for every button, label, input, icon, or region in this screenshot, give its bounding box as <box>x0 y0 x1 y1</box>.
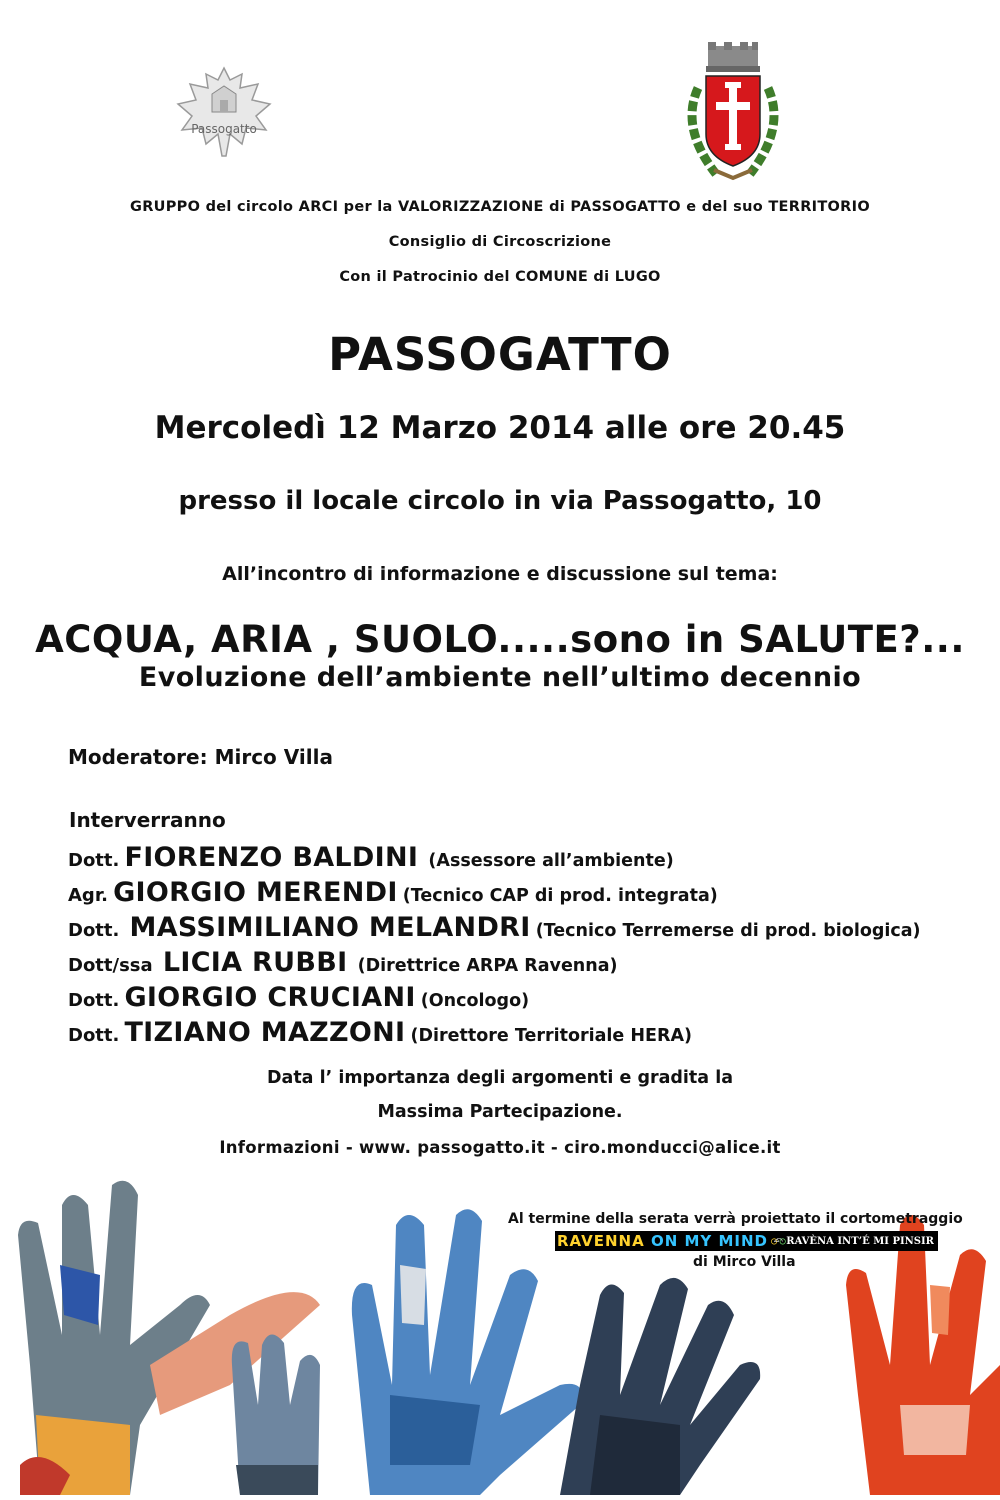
coat-of-arms-icon <box>676 38 790 184</box>
film-author: di Mirco Villa <box>693 1254 796 1270</box>
patronage-line: Con il Patrocinio del COMUNE di LUGO <box>339 269 661 285</box>
organizer-line: GRUPPO del circolo ARCI per la VALORIZZAZIONE di PASSOGATTO e del suo TERRITORIO <box>130 199 870 215</box>
hand-icon <box>560 1278 760 1495</box>
hand-icon <box>232 1334 320 1495</box>
speaker-name: FIORENZO BALDINI <box>124 842 419 873</box>
speaker-role: (Oncologo) <box>420 991 530 1011</box>
speaker-title: Dott. <box>68 990 120 1011</box>
film-title <box>555 1232 768 1250</box>
passogatto-logo <box>172 64 276 160</box>
speaker-row <box>68 1017 692 1048</box>
lugo-coat-of-arms <box>676 38 790 184</box>
speaker-row <box>68 912 921 943</box>
film-title-part-1: RAVENNA <box>557 1232 651 1250</box>
speaker-role: (Assessore all’ambiente) <box>428 851 674 871</box>
closing-line-2: Massima Partecipazione. <box>377 1102 623 1122</box>
event-title: PASSOGATTO <box>328 328 672 381</box>
speaker-role: (Direttore Territoriale HERA) <box>410 1026 693 1046</box>
speaker-title: Agr. <box>68 885 108 906</box>
film-title-part-2: ON MY MIND <box>650 1232 768 1250</box>
speaker-name: GIORGIO CRUCIANI <box>124 982 416 1013</box>
event-intro: All’incontro di informazione e discussione sul tema: <box>222 563 778 585</box>
film-banner <box>555 1231 938 1251</box>
event-subtopic: Evoluzione dell’ambiente nell’ultimo decennio <box>138 662 862 693</box>
bicycle-icon <box>771 1233 786 1249</box>
speaker-role: (Direttrice ARPA Ravenna) <box>357 956 618 976</box>
speaker-row <box>68 947 618 978</box>
film-dialect-title: RAVÈNA INT’É MI PINSIR <box>786 1235 934 1247</box>
speaker-role: (Tecnico CAP di prod. integrata) <box>402 886 718 906</box>
speakers-heading: Interverranno <box>69 808 226 832</box>
speaker-title: Dott. <box>68 1025 120 1046</box>
speaker-title: Dott/ssa <box>68 955 153 976</box>
event-venue: presso il locale circolo in via Passogatto, 10 <box>178 486 822 516</box>
event-topic: ACQUA, ARIA , SUOLO.....sono in SALUTE?... <box>35 618 965 661</box>
contact-info: Informazioni - www. passogatto.it - ciro.monducci@alice.it <box>219 1138 781 1157</box>
moderator: Moderatore: Mirco Villa <box>68 745 333 769</box>
speaker-name: TIZIANO MAZZONI <box>124 1017 406 1048</box>
speaker-row <box>68 982 529 1013</box>
council-line: Consiglio di Circoscrizione <box>388 234 612 250</box>
speaker-name: MASSIMILIANO MELANDRI <box>129 912 531 943</box>
hand-icon <box>352 1209 582 1495</box>
event-date: Mercoledì 12 Marzo 2014 alle ore 20.45 <box>154 410 846 446</box>
speaker-role: (Tecnico Terremerse di prod. biologica) <box>535 921 921 941</box>
speaker-title: Dott. <box>68 920 120 941</box>
film-note: Al termine della serata verrà proiettato il cortometraggio <box>508 1211 963 1227</box>
speaker-row <box>68 877 718 908</box>
speaker-row <box>68 842 674 873</box>
speaker-title: Dott. <box>68 850 120 871</box>
speaker-name: LICIA RUBBI <box>162 947 348 978</box>
speaker-name: GIORGIO MERENDI <box>113 877 398 908</box>
leaf-icon <box>172 64 276 160</box>
hand-icon <box>846 1215 1000 1495</box>
passogatto-logo-text: Passogatto <box>191 122 257 136</box>
closing-line-1: Data l’ importanza degli argomenti e gradita la <box>266 1068 734 1088</box>
